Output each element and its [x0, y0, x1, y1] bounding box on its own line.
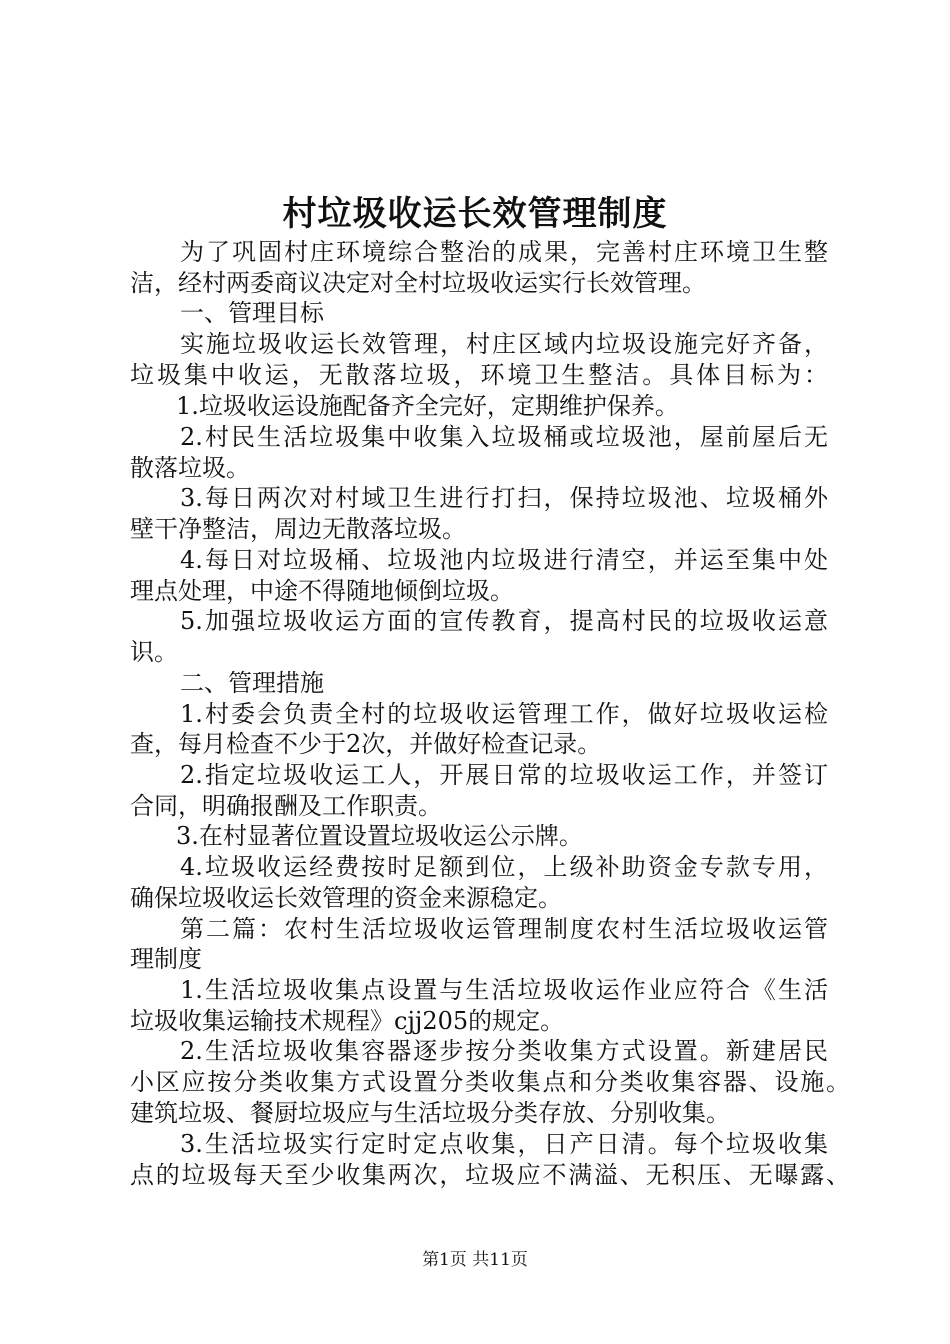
- paragraph-line: 垃圾集中收运，无散落垃圾，环境卫生整洁。具体目标为：: [130, 361, 828, 389]
- list-item-line: 小区应按分类收集方式设置分类收集点和分类收集容器、设施。: [130, 1068, 850, 1096]
- list-item-line: 1.垃圾收运设施配备齐全完好，定期维护保养。: [176, 392, 679, 420]
- list-item-line: 2.村民生活垃圾集中收集入垃圾桶或垃圾池，屋前屋后无: [180, 423, 828, 451]
- list-item-line: 建筑垃圾、餐厨垃圾应与生活垃圾分类存放、分别收集。: [130, 1099, 730, 1127]
- list-item-line: 2.指定垃圾收运工人，开展日常的垃圾收运工作，并签订: [180, 761, 828, 789]
- list-item-line: 1.生活垃圾收集点设置与生活垃圾收运作业应符合《生活: [180, 976, 828, 1004]
- paragraph-line: 实施垃圾收运长效管理，村庄区域内垃圾设施完好齐备，: [180, 330, 828, 358]
- list-item-line: 3.每日两次对村域卫生进行打扫，保持垃圾池、垃圾桶外: [180, 484, 828, 512]
- list-item-line: 理点处理，中途不得随地倾倒垃圾。: [130, 577, 514, 605]
- list-item-line: 4.垃圾收运经费按时足额到位，上级补助资金专款专用，: [180, 853, 828, 881]
- list-item-line: 识。: [130, 638, 178, 666]
- section-heading: 一、管理目标: [180, 299, 324, 327]
- section-heading: 第二篇：农村生活垃圾收运管理制度农村生活垃圾收运管: [180, 915, 828, 943]
- paragraph-line: 为了巩固村庄环境综合整治的成果，完善村庄环境卫生整: [180, 238, 828, 266]
- list-item-line: 壁干净整洁，周边无散落垃圾。: [130, 515, 466, 543]
- section-heading: 理制度: [130, 945, 202, 973]
- section-heading: 二、管理措施: [180, 669, 324, 697]
- list-item-line: 5.加强垃圾收运方面的宣传教育，提高村民的垃圾收运意: [180, 607, 828, 635]
- list-item-line: 4.每日对垃圾桶、垃圾池内垃圾进行清空，并运至集中处: [180, 546, 828, 574]
- list-item-line: 3.在村显著位置设置垃圾收运公示牌。: [176, 822, 583, 850]
- list-item-line: 2.生活垃圾收集容器逐步按分类收集方式设置。新建居民: [180, 1037, 828, 1065]
- document-title: 村垃圾收运长效管理制度: [282, 194, 668, 234]
- list-item-line: 查，每月检查不少于2次，并做好检查记录。: [130, 730, 602, 758]
- list-item-line: 合同，明确报酬及工作职责。: [130, 792, 442, 820]
- paragraph-line: 洁，经村两委商议决定对全村垃圾收运实行长效管理。: [130, 269, 706, 297]
- list-item-line: 1.村委会负责全村的垃圾收运管理工作，做好垃圾收运检: [180, 700, 828, 728]
- list-item-line: 点的垃圾每天至少收集两次，垃圾应不满溢、无积压、无曝露、: [130, 1161, 850, 1189]
- list-item-line: 垃圾收集运输技术规程》cjj205的规定。: [130, 1007, 565, 1035]
- list-item-line: 确保垃圾收运长效管理的资金来源稳定。: [130, 884, 562, 912]
- list-item-line: 散落垃圾。: [130, 454, 250, 482]
- page-number-footer: 第1页 共11页: [422, 1250, 528, 1270]
- list-item-line: 3.生活垃圾实行定时定点收集，日产日清。每个垃圾收集: [180, 1130, 828, 1158]
